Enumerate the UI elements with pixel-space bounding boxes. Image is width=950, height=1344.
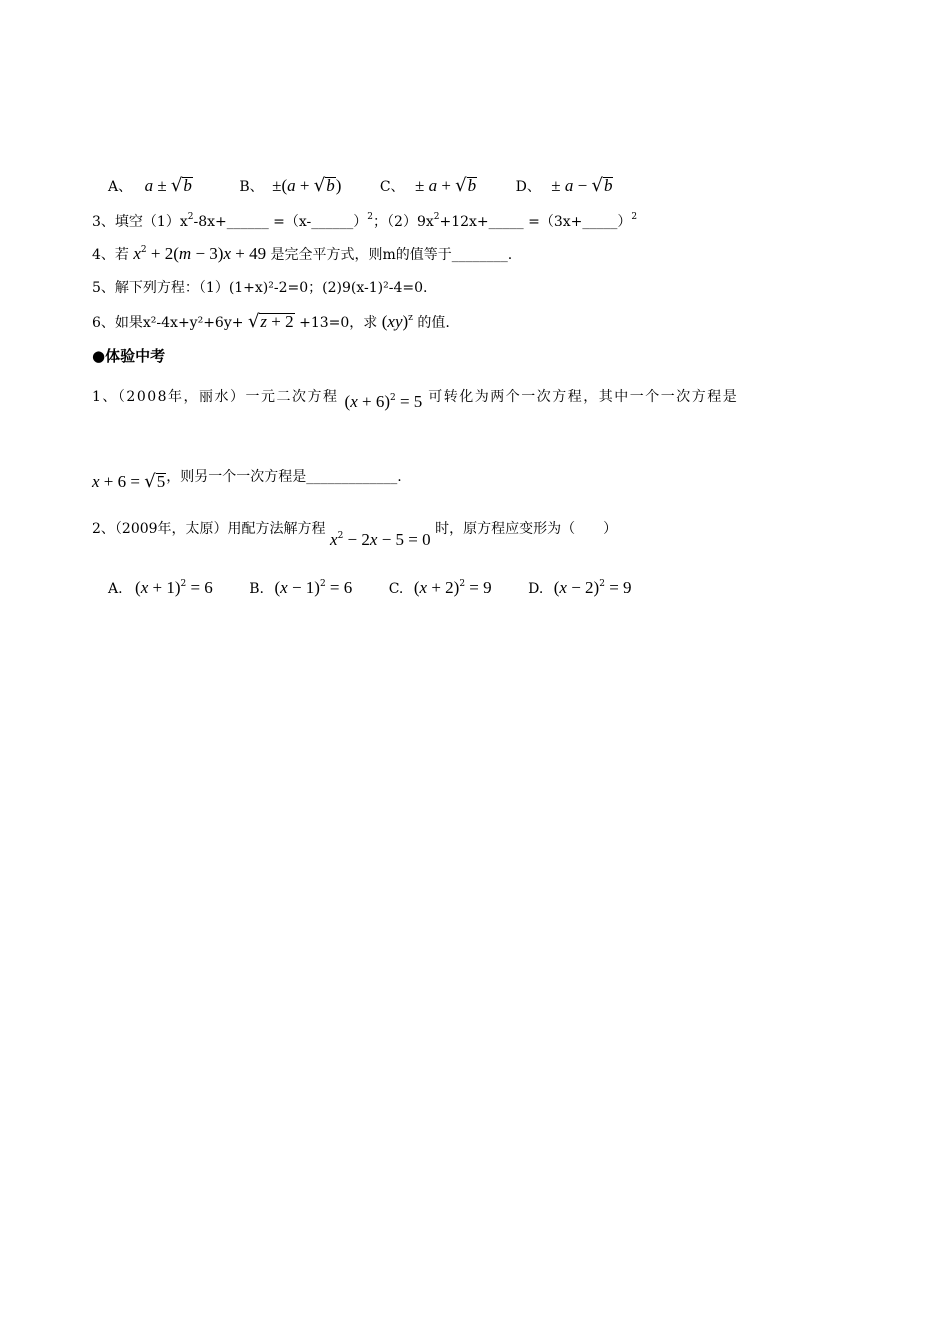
q3-text-a: 填空（1）x — [114, 214, 188, 230]
exam2-option-c: C. $(x + 2)^2 = 9$ — [388, 578, 492, 597]
question-4 — [92, 244, 512, 265]
question-3 — [92, 212, 637, 232]
option-label: C、 — [379, 179, 405, 195]
q2-options-row — [108, 176, 613, 197]
exam-question-1 — [92, 386, 739, 411]
superscript: 2 — [433, 212, 440, 222]
exam2-formula: $x^2 - 2x - 5 = 0$ — [330, 530, 431, 549]
q6-mid: +13=0，求 — [299, 315, 378, 331]
q4-suffix: 是完全平方式，则m的值等于________. — [270, 247, 513, 263]
exam1-formula-2: x + 6 = √5 — [92, 471, 166, 492]
exam2-text-b: 时，原方程应变形为（ ） — [435, 521, 618, 537]
exam1-text-c: ，则另一个一次方程是_____________. — [166, 469, 402, 485]
q3-text-c: ；（2）9x — [373, 214, 434, 230]
section-title: ●体验中考 — [92, 347, 166, 365]
q2-option-a: A、 a ± √b — [108, 175, 192, 196]
exam1-text-a: （2008年，丽水）一元二次方程 — [117, 389, 339, 405]
q6-sqrt-formula: √z + 2 — [247, 311, 294, 332]
exam2-option-d: D. $(x - 2)^2 = 9$ — [528, 578, 632, 597]
option-label: D、 — [515, 179, 541, 195]
exam2-option-a: A. $(x + 1)^2 = 6$ — [108, 578, 213, 597]
q4-formula: $x^2 + 2(m - 3)x + 49$ — [133, 244, 267, 263]
exam2-options-row — [108, 578, 632, 599]
superscript: 2 — [631, 212, 638, 222]
q3-text-b: -8x+______ =（x-______） — [193, 214, 368, 230]
question-number: 2、 — [92, 521, 115, 537]
superscript: 2 — [187, 212, 194, 222]
question-number: 3、 — [92, 214, 115, 230]
exam1-text-b: 可转化为两个一次方程，其中一个一次方程是 — [428, 389, 739, 405]
section-heading — [92, 346, 165, 366]
superscript: 2 — [367, 212, 374, 222]
option-label: A、 — [108, 179, 133, 195]
q2-option-d: D、 ± a − √b — [515, 175, 613, 196]
exam-question-2 — [92, 518, 618, 549]
question-number: 4、 — [92, 247, 115, 263]
exam2-text-a: （2009年，太原）用配方法解方程 — [114, 521, 326, 537]
q5-text: 5、解下列方程：（1）(1+x)²-2=0；(2)9(x-1)²-4=0. — [92, 280, 428, 296]
question-6 — [92, 312, 450, 333]
option-label: B、 — [239, 179, 264, 195]
q6-xy-formula: (xy)$^z$ — [381, 312, 413, 331]
q6-prefix: 6、如果x²-4x+y²+6y+ — [92, 315, 244, 331]
option-label: C. — [388, 581, 404, 597]
exam2-option-b: B. $(x - 1)^2 = 6$ — [249, 578, 353, 597]
q3-text-d: +12x+_____ =（3x+_____） — [439, 214, 632, 230]
question-number: 1、 — [92, 389, 118, 405]
exam-question-1-cont — [92, 466, 402, 492]
q2-option-c: C、 ± a + √b — [379, 175, 477, 196]
q6-suffix: 的值. — [417, 315, 450, 331]
option-label: D. — [528, 581, 544, 597]
question-5 — [92, 278, 427, 298]
exam1-formula: $(x + 6)^2 = 5$ — [344, 392, 423, 411]
q2-option-b: B、 ±(a + √b) — [239, 175, 342, 196]
option-label: A. — [108, 581, 123, 597]
q4-prefix: 若 — [114, 247, 129, 263]
option-label: B. — [249, 581, 265, 597]
